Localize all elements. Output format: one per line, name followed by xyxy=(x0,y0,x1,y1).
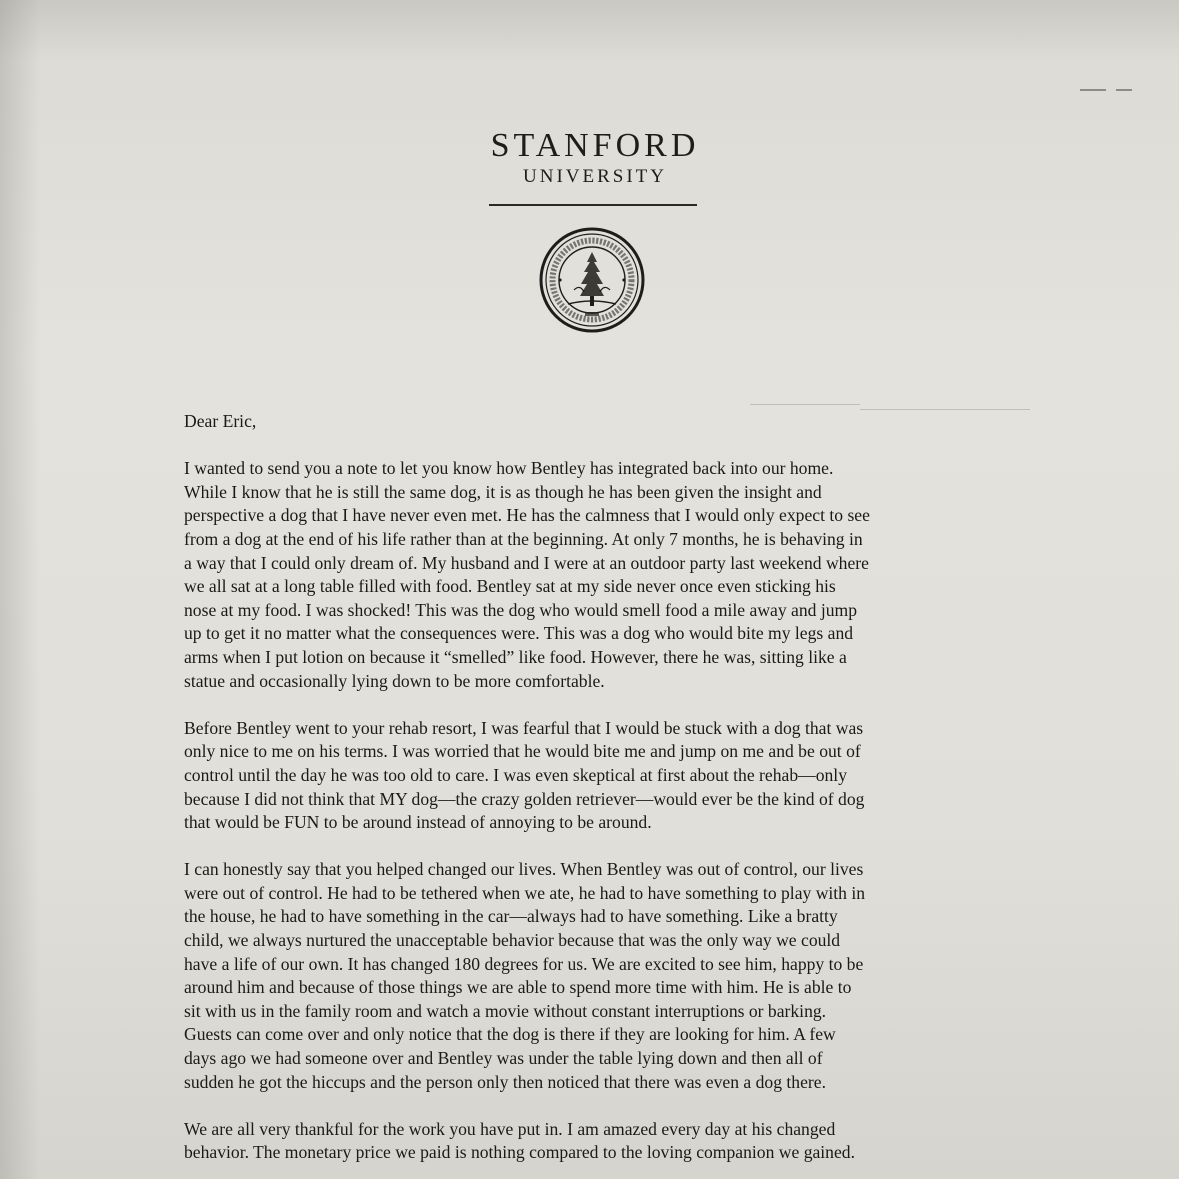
text-line: nose at my food. I was shocked! This was the dog who would smell food a mile away and jump xyxy=(184,599,858,620)
text-line: Guests can come over and only notice that the dog is there if they are looking for him. A few xyxy=(184,1024,836,1045)
text-line: around him and because of those things we are able to spend more time with him. He is able to xyxy=(184,977,852,998)
text-line: While I know that he is still the same dog, it is as though he has been given the insight and xyxy=(184,481,822,502)
text-line: up to get it no matter what the consequences were. This was a dog who would bite my legs and xyxy=(184,623,854,644)
text-line: sudden he got the hiccups and the person only then noticed that there was even a dog there. xyxy=(184,1071,826,1092)
paper-speck xyxy=(1116,89,1132,91)
text-line: days ago we had someone over and Bentley was under the table lying down and then all of xyxy=(184,1048,823,1069)
letter-greeting: Dear Eric, xyxy=(184,411,257,431)
text-line: only nice to me on his terms. I was worried that he would bite me and jump on me and be out of xyxy=(184,741,861,762)
text-line: statue and occasionally lying down to be more comfortable. xyxy=(184,670,605,691)
text-line: I can honestly say that you helped changed our lives. When Bentley was out of control, our lives xyxy=(184,859,864,880)
text-line: child, we always nurtured the unacceptable behavior because that was the only way we could xyxy=(184,930,841,951)
text-line: sit with us in the family room and watch a movie without constant interruptions or barking. xyxy=(184,1000,827,1021)
text-line: control until the day he was too old to care. I was even skeptical at first about the rehab—only xyxy=(184,764,847,785)
page-shadow-top xyxy=(0,0,1179,60)
letter-paragraph xyxy=(184,858,1004,1094)
text-line: behavior. The monetary price we paid is nothing compared to the loving companion we gained. xyxy=(184,1142,855,1163)
text-line: perspective a dog that I have never even met. He has the calmness that I would only expect to see xyxy=(184,505,870,526)
text-line: I wanted to send you a note to let you know how Bentley has integrated back into our home. xyxy=(184,458,834,479)
text-line: that would be FUN to be around instead of annoying to be around. xyxy=(184,812,652,833)
paper-crease xyxy=(750,404,860,405)
letter-paragraph xyxy=(184,457,1004,693)
letter-paragraph xyxy=(184,717,1004,835)
text-line: were out of control. He had to be tethered when we ate, he had to have something to play with in xyxy=(184,882,866,903)
letterhead-name: STANFORD xyxy=(490,127,700,164)
letterhead-rule xyxy=(489,204,697,206)
text-line: a way that I could only dream of. My husband and I were at an outdoor party last weekend where xyxy=(184,552,869,573)
text-line: have a life of our own. It has changed 180 degrees for us. We are excited to see him, happy to be xyxy=(184,953,864,974)
paper-speck xyxy=(1080,89,1106,91)
letterhead-subname: UNIVERSITY xyxy=(523,166,667,187)
text-line: we all sat at a long table filled with food. Bentley sat at my side never once even sticking his xyxy=(184,576,836,597)
letter-paragraph xyxy=(184,1118,1004,1165)
letter-body xyxy=(184,408,1004,1179)
text-line: the house, he had to have something in the car—always had to have something. Like a bratty xyxy=(184,906,838,927)
text-line: from a dog at the end of his life rather than at the beginning. At only 7 months, he is behaving in xyxy=(184,528,863,549)
page-shadow-left xyxy=(0,0,40,1179)
text-line: because I did not think that MY dog—the crazy golden retriever—would ever be the kind of dog xyxy=(184,788,865,809)
stanford-seal-icon xyxy=(538,226,646,334)
text-line: We are all very thankful for the work you have put in. I am amazed every day at his changed xyxy=(184,1118,836,1139)
text-line: arms when I put lotion on because it “smelled” like food. However, there he was, sitting like a xyxy=(184,646,847,667)
text-line: Before Bentley went to your rehab resort, I was fearful that I would be stuck with a dog that was xyxy=(184,717,864,738)
